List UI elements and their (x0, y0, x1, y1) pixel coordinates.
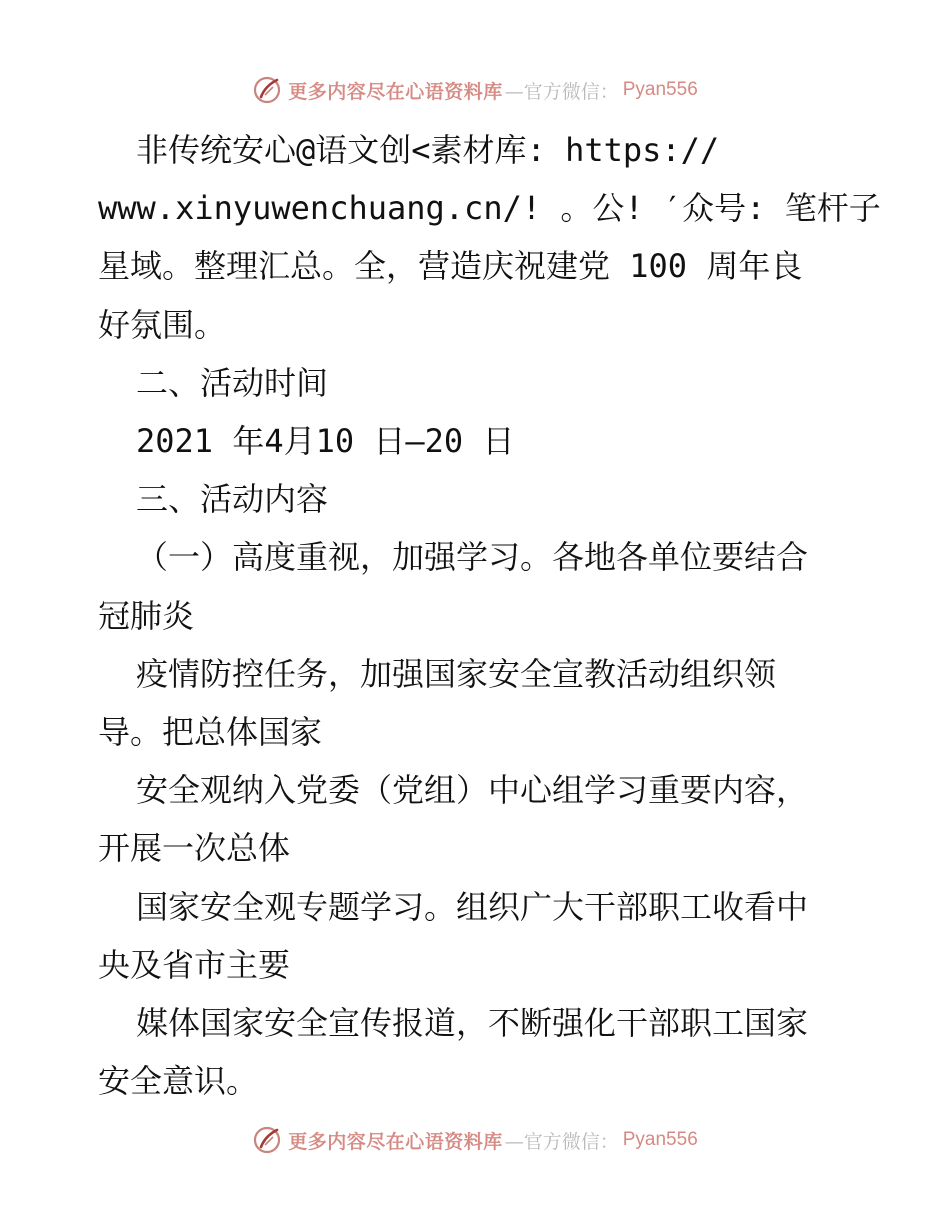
text-line: 疫情防控任务，加强国家安全宣教活动组织领 (136, 654, 777, 693)
section-heading: 三、活动内容 (136, 480, 329, 519)
text-line: 冠肺炎 (98, 596, 195, 635)
banner-main-text: 更多内容尽在心语资料库 (288, 80, 503, 103)
text-line: 央及省市主要 (98, 945, 291, 984)
banner-sub-text: —官方微信： (504, 1130, 619, 1153)
banner-sub-text: —官方微信： (504, 80, 619, 103)
banner-wechat-id: Pyan556 (622, 79, 698, 100)
text-line: 好氛围。 (98, 305, 227, 344)
header-banner (0, 70, 950, 110)
brand-logo-icon (252, 1125, 282, 1155)
text-line: 2021 年4月10 日—20 日 (136, 422, 515, 461)
text-line: 非传统安心@语文创<素材库: https:// (136, 131, 720, 169)
footer-banner (0, 1120, 950, 1160)
document-body (98, 121, 881, 1110)
brand-logo-icon (252, 75, 282, 105)
text-line: 媒体国家安全宣传报道，不断强化干部职工国家 (136, 1004, 809, 1043)
text-line: www.xinyuwenchuang.cn/! 。公! ′众号: 笔杆子 (98, 189, 881, 228)
section-heading: 二、活动时间 (136, 363, 329, 402)
text-line: 导。把总体国家 (98, 713, 323, 752)
banner-main-text: 更多内容尽在心语资料库 (288, 1130, 503, 1153)
text-line: 开展一次总体 (98, 829, 291, 868)
text-line: （一）高度重视，加强学习。各地各单位要结合 (136, 538, 809, 577)
text-line: 安全观纳入党委（党组）中心组学习重要内容， (136, 771, 809, 810)
banner-wechat-id: Pyan556 (622, 1129, 698, 1150)
text-line: 安全意识。 (98, 1062, 259, 1101)
text-line: 国家安全观专题学习。组织广大干部职工收看中 (136, 887, 809, 926)
text-line: 星域。整理汇总。全，营造庆祝建党 100 周年良 (98, 247, 803, 286)
